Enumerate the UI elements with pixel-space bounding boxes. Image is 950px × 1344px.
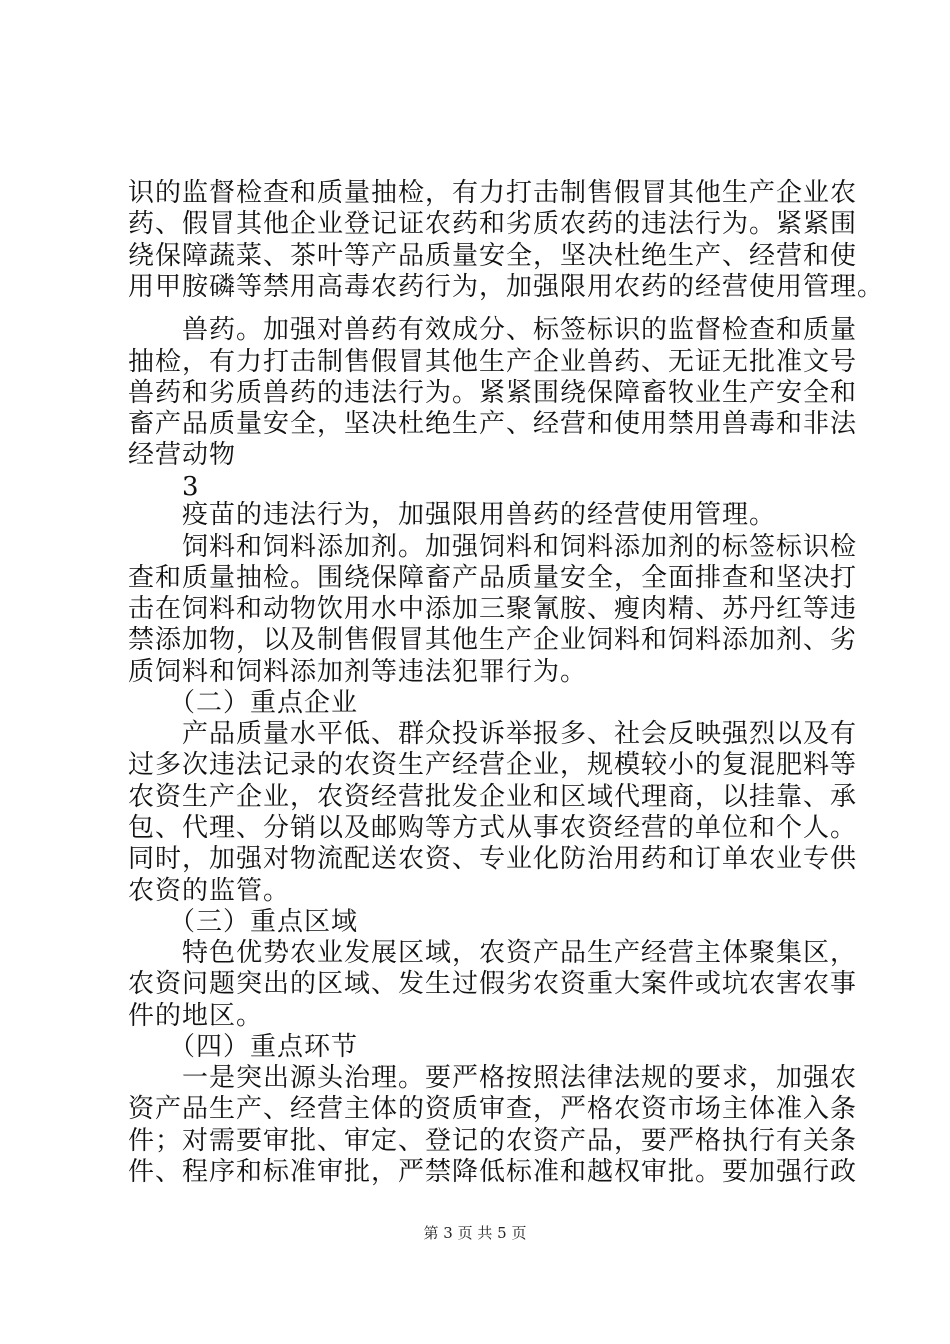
text-line: 质饲料和饲料添加剂等违法犯罪行为。 — [128, 657, 588, 687]
text-line: 过多次违法记录的农资生产经营企业，规模较小的复混肥料等 — [128, 750, 858, 780]
text-line: 击在饲料和动物饮用水中添加三聚氰胺、瘦肉精、苏丹红等违 — [128, 594, 858, 624]
section-heading: （三）重点区域 — [128, 907, 359, 937]
text-line: 经营动物 — [128, 440, 237, 470]
text-line: 药、假冒其他企业登记证农药和劣质农药的违法行为。紧紧围 — [128, 209, 858, 239]
text-line: 识的监督检查和质量抽检，有力打击制售假冒其他生产企业农 — [128, 178, 858, 208]
text-line: 疫苗的违法行为，加强限用兽药的经营使用管理。 — [128, 500, 777, 530]
text-line: 禁添加物，以及制售假冒其他生产企业饲料和饲料添加剂、劣 — [128, 625, 858, 655]
text-line: 农资的监管。 — [128, 876, 291, 906]
text-line: 抽检，有力打击制售假冒其他生产企业兽药、无证无批准文号 — [128, 347, 858, 377]
text-line: 畜产品质量安全，坚决杜绝生产、经营和使用禁用兽毒和非法 — [128, 409, 858, 439]
text-line: 绕保障蔬菜、茶叶等产品质量安全，坚决杜绝生产、经营和使 — [128, 241, 858, 271]
text-line: 一是突出源头治理。要严格按照法律法规的要求，加强农 — [128, 1063, 858, 1093]
text-line: 查和质量抽检。围绕保障畜产品质量安全，全面排查和坚决打 — [128, 563, 858, 593]
page-footer: 第 3 页 共 5 页 — [423, 1224, 527, 1242]
text-line: 件、程序和标准审批，严禁降低标准和越权审批。要加强行政 — [128, 1157, 858, 1187]
text-line: 包、代理、分销以及邮购等方式从事农资经营的单位和个人。 — [128, 813, 858, 843]
text-line: 饲料和饲料添加剂。加强饲料和饲料添加剂的标签标识检 — [128, 532, 858, 562]
text-line: 产品质量水平低、群众投诉举报多、社会反映强烈以及有 — [128, 719, 858, 749]
text-line: 特色优势农业发展区域，农资产品生产经营主体聚集区， — [128, 938, 858, 968]
text-line: 用甲胺磷等禁用高毒农药行为，加强限用农药的经营使用管理。 — [128, 272, 885, 302]
text-line: 资产品生产、经营主体的资质审查，严格农资市场主体准入条 — [128, 1094, 858, 1124]
text-line: 同时，加强对物流配送农资、专业化防治用药和订单农业专供 — [128, 844, 858, 874]
text-line: 农资生产企业，农资经营批发企业和区域代理商，以挂靠、承 — [128, 782, 858, 812]
text-line: 件；对需要审批、审定、登记的农资产品，要严格执行有关条 — [128, 1126, 858, 1156]
section-heading: （四）重点环节 — [128, 1032, 359, 1062]
text-line: 兽药。加强对兽药有效成分、标签标识的监督检查和质量 — [128, 315, 858, 345]
text-line: 件的地区。 — [128, 1001, 264, 1031]
text-line: 3 — [128, 472, 200, 502]
text-line: 农资问题突出的区域、发生过假劣农资重大案件或坑农害农事 — [128, 969, 858, 999]
section-heading: （二）重点企业 — [128, 688, 359, 718]
text-line: 兽药和劣质兽药的违法行为。紧紧围绕保障畜牧业生产安全和 — [128, 378, 858, 408]
